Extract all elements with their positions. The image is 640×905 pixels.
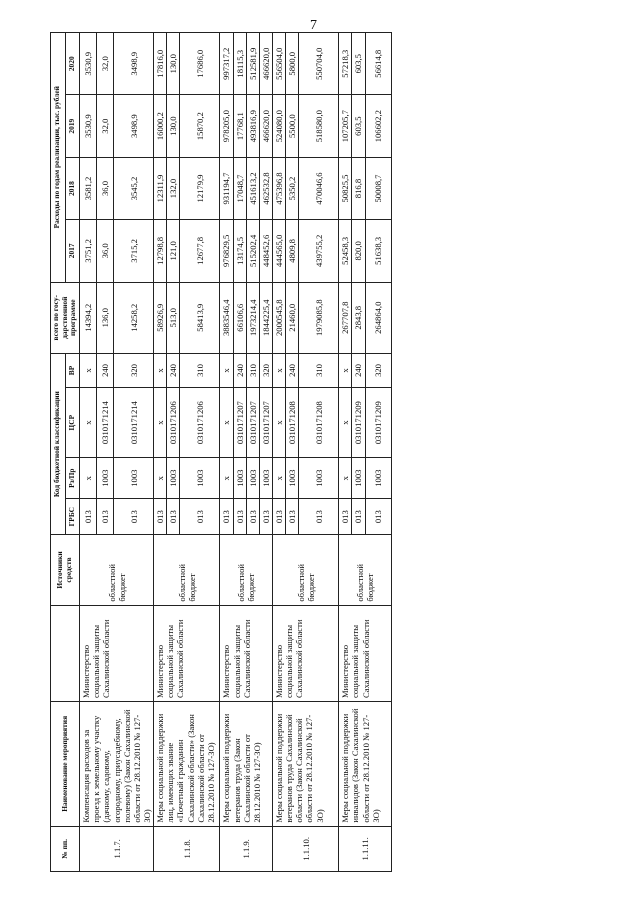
cell-total: 1844225,4 — [259, 282, 272, 353]
cell-2017: 515202,4 — [246, 220, 259, 282]
cell-2019: 15870,2 — [180, 95, 220, 157]
cell-2017: 121,0 — [167, 220, 180, 282]
cell-rzpr: х — [220, 458, 233, 499]
cell-grbs: 013 — [114, 499, 154, 535]
cell-rzpr: 1003 — [97, 458, 114, 499]
cell-2018: 931194,7 — [220, 157, 233, 219]
cell-total: 1973214,4 — [246, 282, 259, 353]
cell-2020: 466620,0 — [259, 33, 272, 96]
header-expenses: Расходы по годам реализации, тыс. рублей — [51, 33, 66, 283]
table-row — [220, 33, 233, 872]
cell-num: 1.1.10. — [273, 826, 339, 871]
header-year-2018: 2018 — [65, 157, 80, 219]
cell-rzpr: х — [80, 458, 97, 499]
cell-2019: 107205,7 — [339, 95, 352, 157]
cell-2018: 451613,2 — [246, 157, 259, 219]
cell-2018: 462532,8 — [259, 157, 272, 219]
cell-grbs: 013 — [246, 499, 259, 535]
cell-total: 58926,9 — [154, 282, 167, 353]
cell-2017: 439755,2 — [299, 220, 339, 282]
cell-2017: 12677,8 — [180, 220, 220, 282]
cell-rzpr: 1003 — [114, 458, 154, 499]
header-executor — [51, 605, 80, 701]
header-row-1 — [51, 33, 66, 872]
cell-2017: 51638,3 — [365, 220, 391, 282]
cell-total: 267707,8 — [339, 282, 352, 353]
header-name: Наименование мероприятия — [51, 701, 80, 826]
cell-name: Меры социальной поддержки лиц, имеющих звание «Почетный гражданин Сахалинской области» (Закон Сахалинской области от 28.12.2010 № 127-ЗО) — [154, 701, 220, 826]
table-row — [339, 33, 352, 872]
cell-rzpr: 1003 — [233, 458, 246, 499]
cell-2017: 444565,0 — [273, 220, 286, 282]
cell-executor: Министерство социальной защиты Сахалинской области — [154, 605, 220, 701]
cell-source: областной бюджет — [273, 535, 339, 605]
cell-rzpr: 1003 — [352, 458, 365, 499]
header-csr: ЦСР — [65, 387, 80, 457]
cell-2017: 976829,5 — [220, 220, 233, 282]
cell-2020: 17686,0 — [180, 33, 220, 96]
cell-grbs: 013 — [259, 499, 272, 535]
cell-rzpr: 1003 — [167, 458, 180, 499]
cell-2019: 518580,0 — [299, 95, 339, 157]
cell-executor: Министерство социальной защиты Сахалинской области — [80, 605, 154, 701]
cell-total: 513,0 — [167, 282, 180, 353]
table-row — [154, 33, 167, 872]
cell-total: 66106,6 — [233, 282, 246, 353]
cell-2019: 16000,2 — [154, 95, 167, 157]
cell-rzpr: 1003 — [299, 458, 339, 499]
cell-vr: 240 — [352, 353, 365, 387]
cell-vr: х — [273, 353, 286, 387]
cell-num: 1.1.8. — [154, 826, 220, 871]
cell-2020: 512581,9 — [246, 33, 259, 96]
cell-num: 1.1.7. — [80, 826, 154, 871]
cell-2020: 130,0 — [167, 33, 180, 96]
table-row — [273, 33, 286, 872]
cell-rzpr: 1003 — [246, 458, 259, 499]
cell-total: 21460,0 — [286, 282, 299, 353]
cell-2018: 3581,2 — [80, 157, 97, 219]
cell-2017: 448452,6 — [259, 220, 272, 282]
cell-csr: х — [339, 387, 352, 457]
cell-2020: 3530,9 — [80, 33, 97, 96]
cell-rzpr: 1003 — [259, 458, 272, 499]
cell-grbs: 013 — [273, 499, 286, 535]
cell-csr: 0310171206 — [180, 387, 220, 457]
cell-2017: 4809,8 — [286, 220, 299, 282]
cell-2017: 3751,2 — [80, 220, 97, 282]
cell-vr: х — [220, 353, 233, 387]
budget-table — [50, 32, 392, 872]
header-num: № пп. — [51, 826, 80, 871]
cell-vr: 240 — [167, 353, 180, 387]
cell-2020: 18115,3 — [233, 33, 246, 96]
cell-2020: 17816,0 — [154, 33, 167, 96]
cell-grbs: 013 — [167, 499, 180, 535]
cell-csr: 0310171208 — [286, 387, 299, 457]
cell-2017: 12798,8 — [154, 220, 167, 282]
cell-csr: х — [273, 387, 286, 457]
cell-vr: 320 — [114, 353, 154, 387]
cell-grbs: 013 — [180, 499, 220, 535]
cell-total: 136,0 — [97, 282, 114, 353]
cell-total: 2000545,8 — [273, 282, 286, 353]
cell-source: областной бюджет — [154, 535, 220, 605]
cell-2018: 5350,2 — [286, 157, 299, 219]
cell-rzpr: х — [273, 458, 286, 499]
header-kbk: Код бюджетной классификации — [51, 353, 66, 534]
cell-vr: х — [154, 353, 167, 387]
cell-2018: 475396,8 — [273, 157, 286, 219]
cell-2020: 550704,0 — [299, 33, 339, 96]
cell-2017: 820,0 — [352, 220, 365, 282]
table-row — [80, 33, 97, 872]
cell-executor: Министерство социальной защиты Сахалинской области — [273, 605, 339, 701]
cell-2017: 3715,2 — [114, 220, 154, 282]
cell-2018: 12179,9 — [180, 157, 220, 219]
cell-vr: 310 — [180, 353, 220, 387]
cell-vr: х — [339, 353, 352, 387]
cell-2018: 816,8 — [352, 157, 365, 219]
cell-2017: 13174,5 — [233, 220, 246, 282]
header-year-2020: 2020 — [65, 33, 80, 96]
cell-vr: 240 — [286, 353, 299, 387]
cell-2019: 5500,0 — [286, 95, 299, 157]
header-year-2017: 2017 — [65, 220, 80, 282]
cell-2019: 493816,9 — [246, 95, 259, 157]
cell-executor: Министерство социальной защиты Сахалинской области — [220, 605, 273, 701]
cell-source: областной бюджет — [80, 535, 154, 605]
cell-csr: х — [80, 387, 97, 457]
cell-2019: 3498,9 — [114, 95, 154, 157]
cell-2019: 524080,0 — [273, 95, 286, 157]
cell-csr: 0310171209 — [365, 387, 391, 457]
cell-rzpr: 1003 — [365, 458, 391, 499]
cell-total: 14394,2 — [80, 282, 97, 353]
cell-num: 1.1.11. — [339, 826, 391, 871]
cell-vr: 320 — [259, 353, 272, 387]
cell-2018: 3545,2 — [114, 157, 154, 219]
cell-vr: 310 — [299, 353, 339, 387]
cell-csr: 0310171206 — [167, 387, 180, 457]
header-year-2019: 2019 — [65, 95, 80, 157]
rotated-table-sheet — [50, 32, 590, 872]
cell-2019: 3530,9 — [80, 95, 97, 157]
cell-csr: х — [220, 387, 233, 457]
cell-source: областной бюджет — [220, 535, 273, 605]
cell-2017: 36,0 — [97, 220, 114, 282]
cell-grbs: 013 — [352, 499, 365, 535]
cell-total: 3883546,4 — [220, 282, 233, 353]
cell-grbs: 013 — [220, 499, 233, 535]
cell-source: областной бюджет — [339, 535, 391, 605]
cell-total: 264864,0 — [365, 282, 391, 353]
cell-grbs: 013 — [233, 499, 246, 535]
cell-csr: 0310171214 — [97, 387, 114, 457]
cell-name: Меры социальной поддержки ветеранов труда Сахалинской области (Закон Сахалинской области от 28.12.2010 № 127-ЗО) — [273, 701, 339, 826]
cell-2020: 556504,0 — [273, 33, 286, 96]
cell-num: 1.1.9. — [220, 826, 273, 871]
cell-2018: 470046,6 — [299, 157, 339, 219]
cell-2018: 17048,7 — [233, 157, 246, 219]
header-rzpr: Рз/Пр — [65, 458, 80, 499]
cell-grbs: 013 — [154, 499, 167, 535]
cell-csr: 0310171209 — [352, 387, 365, 457]
cell-2020: 5800,0 — [286, 33, 299, 96]
header-grbs: ГРБС — [65, 499, 80, 535]
cell-total: 14258,2 — [114, 282, 154, 353]
cell-grbs: 013 — [339, 499, 352, 535]
cell-name: Меры социальной поддержки ветеранов труда (Закон Сахалинской области от 28.12.2010 № 127-ЗО) — [220, 701, 273, 826]
cell-grbs: 013 — [80, 499, 97, 535]
cell-rzpr: х — [339, 458, 352, 499]
cell-vr: 310 — [246, 353, 259, 387]
cell-csr: 0310171207 — [246, 387, 259, 457]
cell-rzpr: 1003 — [180, 458, 220, 499]
cell-executor: Министерство социальной защиты Сахалинской области — [339, 605, 391, 701]
cell-name: Компенсация расходов за проезд к земельному участку (дачному, садовому, огородному, приусадебному, полевому) (Закон Сахалинской области от 28.12.2010 № 127-ЗО) — [80, 701, 154, 826]
cell-total: 1979085,8 — [299, 282, 339, 353]
cell-2018: 50825,5 — [339, 157, 352, 219]
cell-2020: 603,5 — [352, 33, 365, 96]
cell-vr: х — [80, 353, 97, 387]
header-source: Источники средств — [51, 535, 80, 605]
cell-2019: 106602,2 — [365, 95, 391, 157]
cell-2020: 56614,8 — [365, 33, 391, 96]
cell-grbs: 013 — [97, 499, 114, 535]
cell-vr: 240 — [97, 353, 114, 387]
cell-grbs: 013 — [286, 499, 299, 535]
cell-2019: 32,0 — [97, 95, 114, 157]
cell-rzpr: 1003 — [286, 458, 299, 499]
cell-csr: 0310171207 — [233, 387, 246, 457]
cell-2020: 997317,2 — [220, 33, 233, 96]
cell-csr: 0310171208 — [299, 387, 339, 457]
cell-rzpr: х — [154, 458, 167, 499]
cell-2019: 978205,0 — [220, 95, 233, 157]
cell-2020: 32,0 — [97, 33, 114, 96]
page-number: 7 — [310, 18, 317, 33]
cell-vr: 320 — [365, 353, 391, 387]
header-vr: ВР — [65, 353, 80, 387]
cell-csr: 0310171214 — [114, 387, 154, 457]
cell-2018: 36,0 — [97, 157, 114, 219]
cell-2019: 603,5 — [352, 95, 365, 157]
cell-2018: 50008,7 — [365, 157, 391, 219]
cell-total: 58413,9 — [180, 282, 220, 353]
cell-2019: 130,0 — [167, 95, 180, 157]
cell-csr: х — [154, 387, 167, 457]
cell-2019: 17768,1 — [233, 95, 246, 157]
cell-2020: 57218,3 — [339, 33, 352, 96]
cell-name: Меры социальной поддержки инвалидов (Закон Сахалинской области от 28.12.2010 № 127-ЗО) — [339, 701, 391, 826]
cell-vr: 240 — [233, 353, 246, 387]
cell-csr: 0310171207 — [259, 387, 272, 457]
cell-2018: 12311,9 — [154, 157, 167, 219]
cell-grbs: 013 — [299, 499, 339, 535]
cell-2019: 466620,0 — [259, 95, 272, 157]
cell-total: 2843,8 — [352, 282, 365, 353]
cell-2017: 52458,3 — [339, 220, 352, 282]
cell-2020: 3498,9 — [114, 33, 154, 96]
header-total: всего по госу-дарственной программе — [51, 282, 80, 353]
cell-grbs: 013 — [365, 499, 391, 535]
cell-2018: 132,0 — [167, 157, 180, 219]
